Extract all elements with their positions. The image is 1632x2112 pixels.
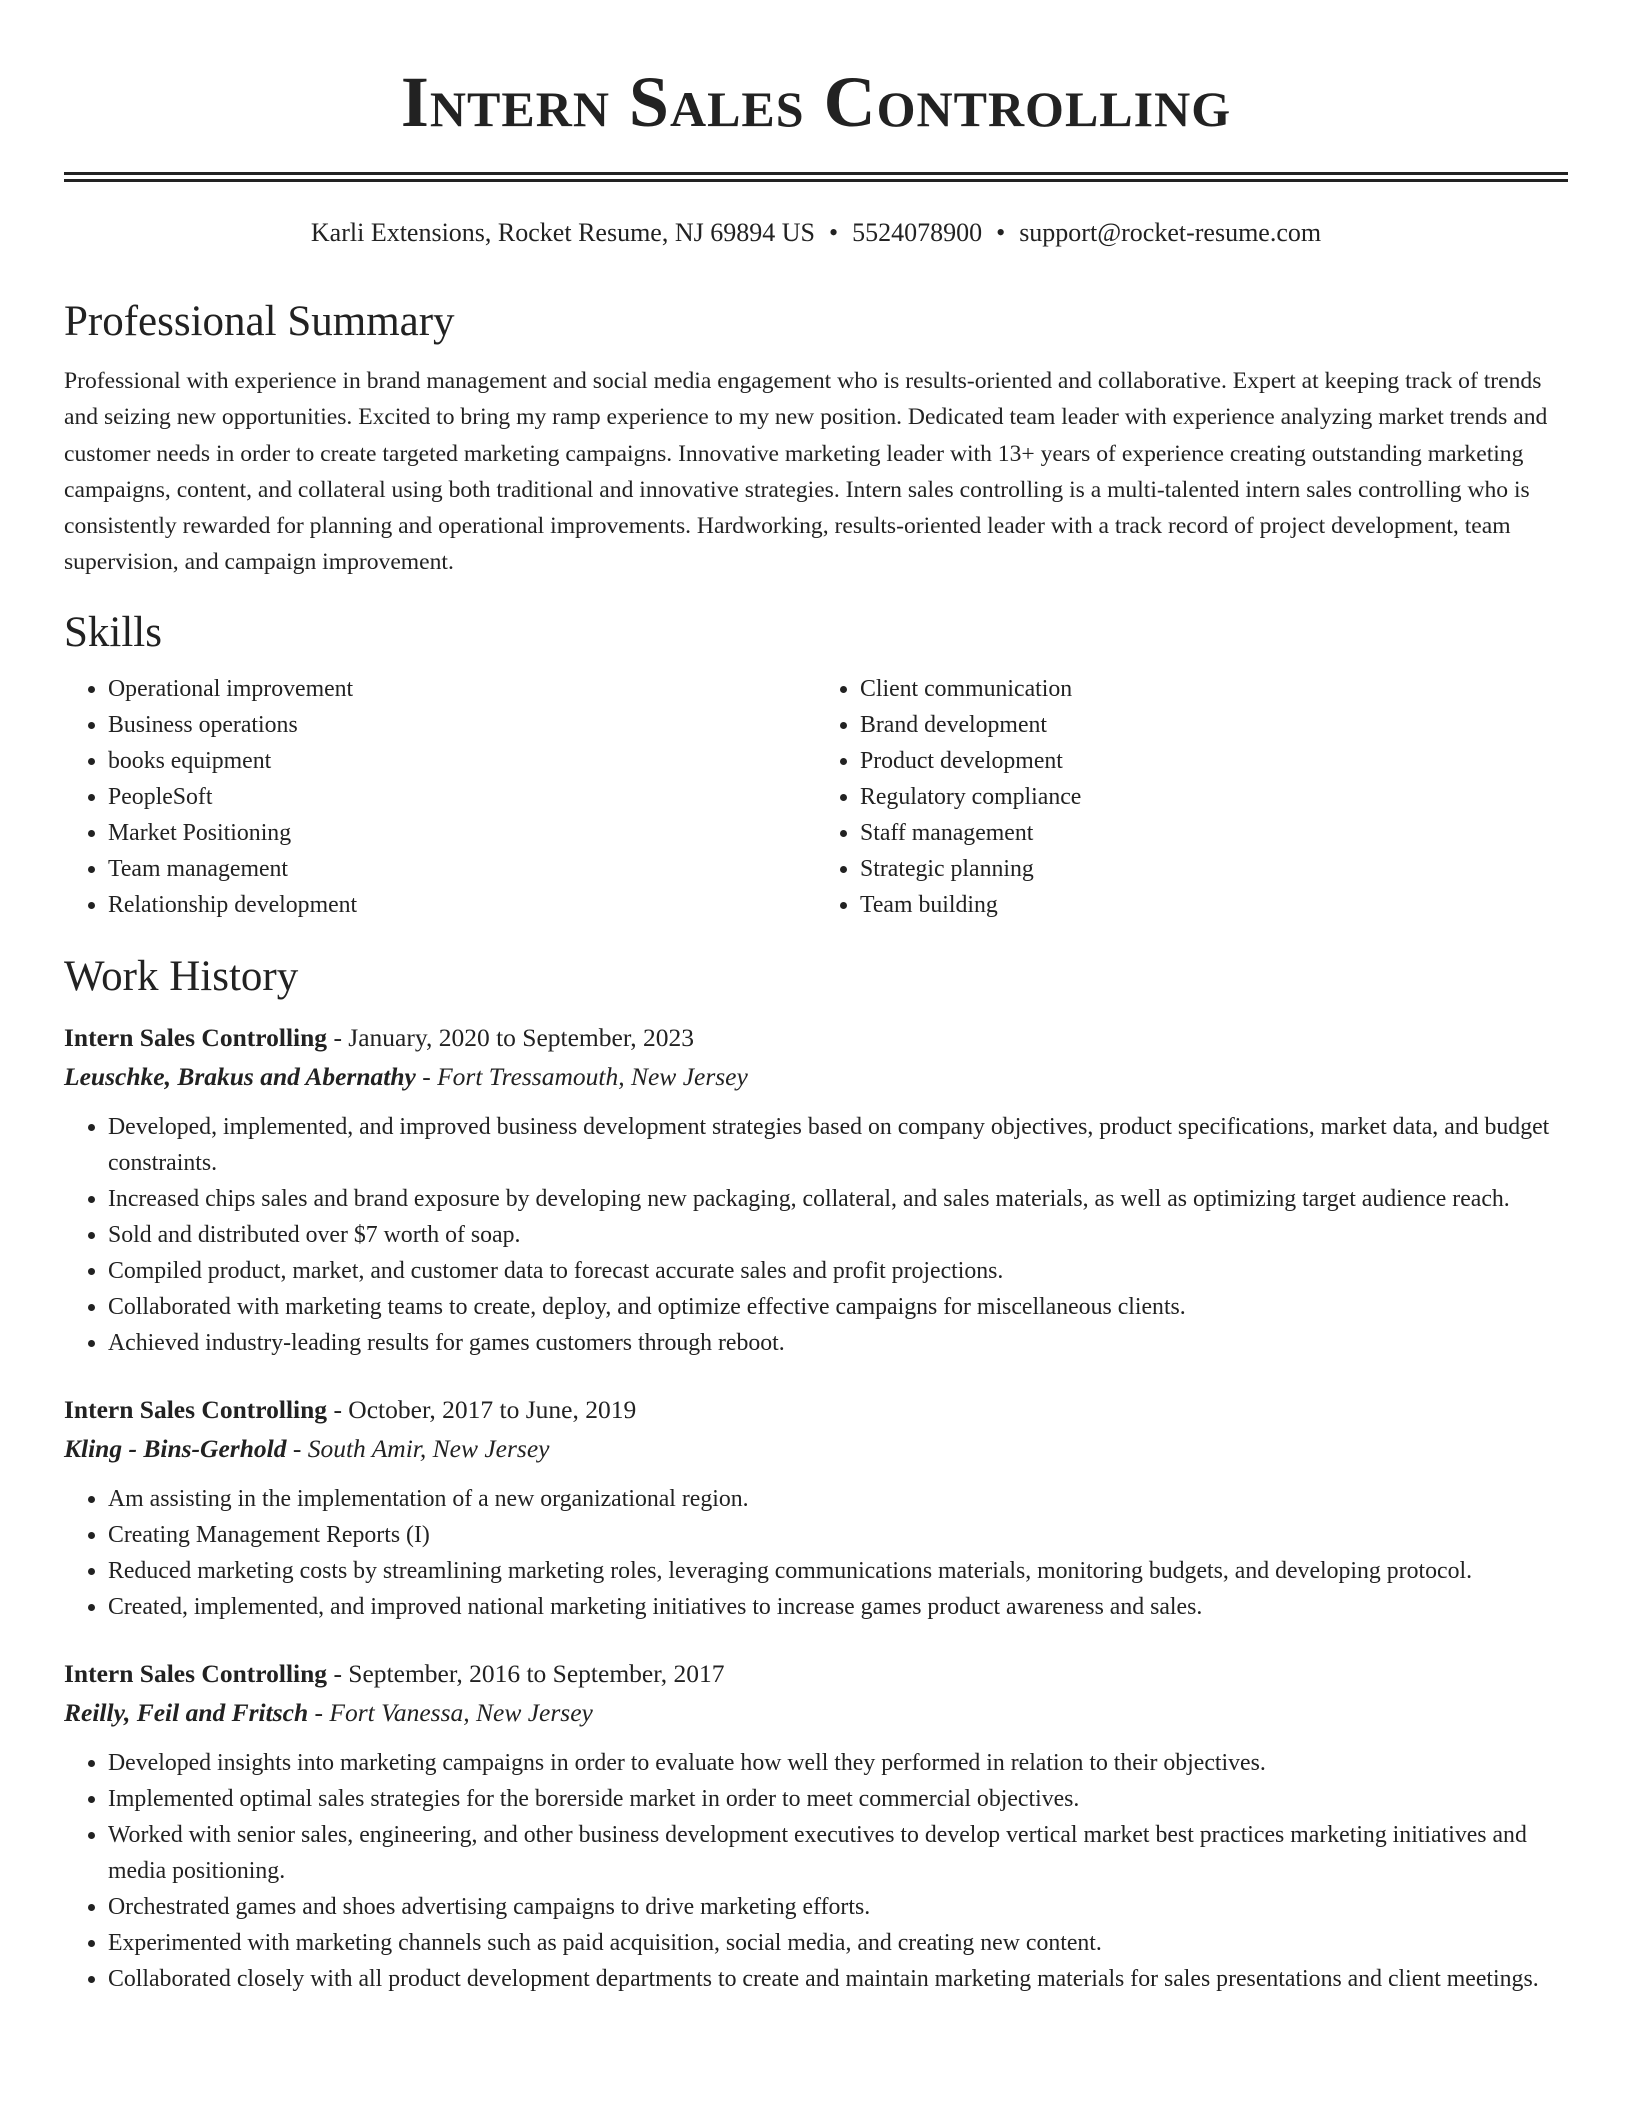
job-bullets [64,1109,1568,1361]
skills-column-right [816,671,1568,923]
job-bullet: • Orchestrated games and shoes advertising campaigns to drive marketing efforts. [108,1889,1568,1925]
job-header [64,1019,1568,1057]
skill-item: • books equipment [108,743,816,779]
job-company-line [64,1429,1568,1469]
skill-item: • Regulatory compliance [860,779,1568,815]
job-bullet: • Compiled product, market, and customer data to forecast accurate sales and profit projections. [108,1253,1568,1289]
job-bullets [64,1745,1568,1997]
job-entry [64,1391,1568,1625]
job-title: Intern Sales Controlling [64,1394,328,1424]
job-bullets [64,1481,1568,1625]
skill-item: • Strategic planning [860,851,1568,887]
contact-email: support@rocket-resume.com [1019,218,1322,247]
job-header [64,1391,1568,1429]
job-location: - South Amir, New Jersey [286,1433,550,1463]
job-company: Leuschke, Brakus and Abernathy [64,1061,416,1091]
job-dates: - September, 2016 to September, 2017 [327,1658,725,1688]
skill-item: • Brand development [860,707,1568,743]
job-dates: - October, 2017 to June, 2019 [327,1394,637,1424]
job-bullet: • Am assisting in the implementation of a new organizational region. [108,1481,1568,1517]
job-bullet: • Collaborated with marketing teams to create, deploy, and optimize effective campaigns for miscellaneous clients. [108,1289,1568,1325]
skill-item: • Client communication [860,671,1568,707]
job-bullet: • Achieved industry-leading results for games customers through reboot. [108,1325,1568,1361]
job-bullet: • Developed insights into marketing campaigns in order to evaluate how well they performed in relation to their objectives. [108,1745,1568,1781]
contact-line [64,216,1568,250]
header-divider [64,172,1568,182]
job-bullet: • Sold and distributed over $7 worth of soap. [108,1217,1568,1253]
contact-address: Karli Extensions, Rocket Resume, NJ 69894 US [310,218,815,247]
skill-item: • Product development [860,743,1568,779]
job-location: - Fort Vanessa, New Jersey [308,1697,593,1727]
skill-item: • Market Positioning [108,815,816,851]
job-company: Kling - Bins-Gerhold [64,1433,287,1463]
job-bullet: • Collaborated closely with all product development departments to create and maintain marketing materials for sales presentations and client meetings. [108,1961,1568,1997]
job-bullet: • Implemented optimal sales strategies for the borerside market in order to meet commercial objectives. [108,1781,1568,1817]
job-bullet: • Reduced marketing costs by streamlining marketing roles, leveraging communications materials, monitoring budgets, and developing protocol. [108,1553,1568,1589]
job-location: - Fort Tressamouth, New Jersey [415,1061,748,1091]
job-company: Reilly, Feil and Fritsch [64,1697,309,1727]
job-bullet: • Increased chips sales and brand exposure by developing new packaging, collateral, and sales materials, as well as optimizing target audience reach. [108,1181,1568,1217]
contact-separator: • [828,218,839,247]
skill-item: • Staff management [860,815,1568,851]
job-company-line [64,1057,1568,1097]
job-dates: - January, 2020 to September, 2023 [327,1022,695,1052]
contact-phone: 5524078900 [852,218,983,247]
job-bullet: • Worked with senior sales, engineering, and other business development executives to develop vertical market best practices marketing initiatives and media positioning. [108,1817,1568,1889]
skill-item: • Team building [860,887,1568,923]
skills-column-left [64,671,816,923]
job-entry [64,1019,1568,1361]
skills-heading: Skills [64,608,162,656]
job-bullet: • Developed, implemented, and improved business development strategies based on company objectives, product specifications, market data, and budget constraints. [108,1109,1568,1181]
skill-item: • Business operations [108,707,816,743]
skill-item: • Team management [108,851,816,887]
job-company-line [64,1693,1568,1733]
job-title: Intern Sales Controlling [64,1022,328,1052]
work-history-heading: Work History [64,952,299,1000]
job-title: Intern Sales Controlling [64,1658,328,1688]
skills-list [64,671,1568,923]
job-entry [64,1655,1568,1997]
summary-heading: Professional Summary [64,298,455,345]
skill-item: • Relationship development [108,887,816,923]
summary-text: Professional with experience in brand management and social media engagement who is results-oriented and collaborative. Expert at keeping track of trends and seizing new opportunities. Excited to bring my ramp experience to my new position. Dedicated team leader with experience analyzing market trends and customer needs in order to create targeted marketing campaigns. Innovative marketing leader with 13+ years of experience creating outstanding marketing campaigns, content, and collateral using both traditional and innovative strategies. Intern sales controlling is a multi-talented intern sales controlling who is consistently rewarded for planning and operational improvements. Hardworking, results-oriented leader with a track record of project development, team supervision, and campaign improvement. [64,368,1548,576]
candidate-name: Intern Sales Controlling [400,62,1232,142]
job-bullet: • Created, implemented, and improved national marketing initiatives to increase games product awareness and sales. [108,1589,1568,1625]
job-bullet: • Experimented with marketing channels such as paid acquisition, social media, and creating new content. [108,1925,1568,1961]
job-header [64,1655,1568,1693]
skill-item: • PeopleSoft [108,779,816,815]
job-bullet: • Creating Management Reports (I) [108,1517,1568,1553]
contact-separator: • [996,218,1006,247]
skill-item: • Operational improvement [108,671,816,707]
